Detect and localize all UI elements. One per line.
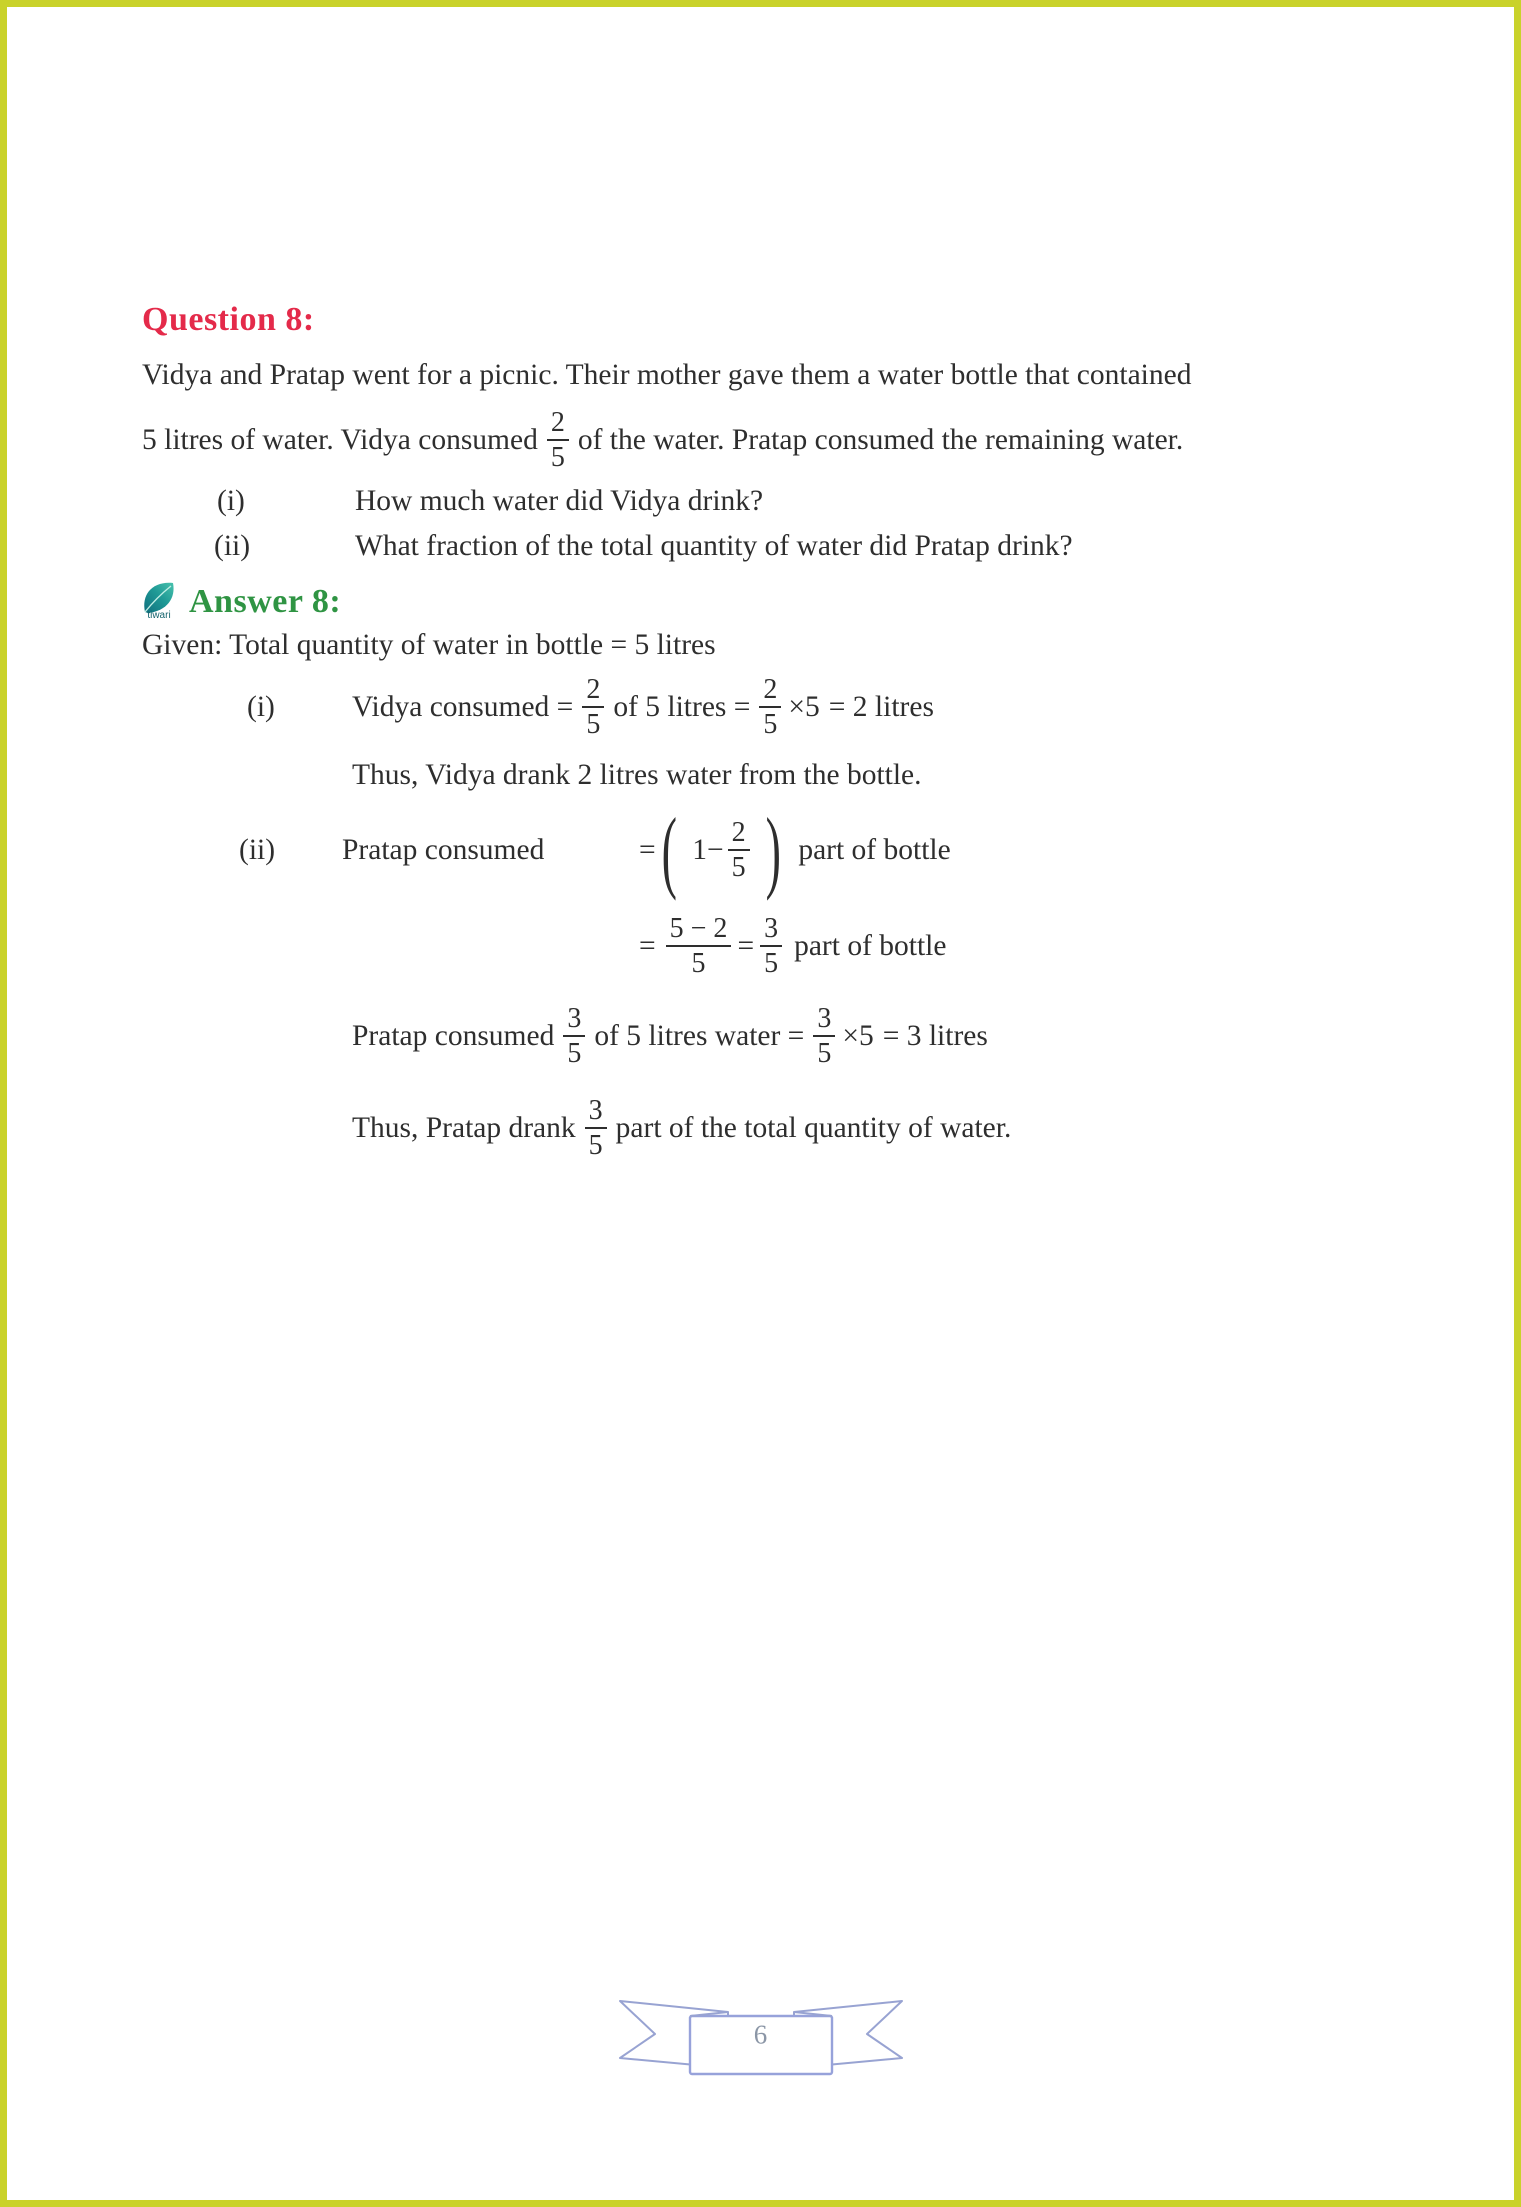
- fraction-denominator: 5: [586, 709, 601, 740]
- fraction-denominator: 5: [567, 1038, 582, 1069]
- fraction-numerator: 2: [547, 407, 569, 441]
- tiwari-academy-leaf-icon: [137, 578, 181, 621]
- fraction-3-5: [760, 913, 782, 980]
- equals-sign: =: [639, 833, 656, 866]
- answer-ii-equation-3: [352, 993, 988, 1079]
- answer-ii-conclusion: [352, 1085, 1011, 1171]
- fraction-3-5: [813, 1003, 835, 1070]
- logo-wordmark: tiwari: [147, 610, 171, 621]
- fraction-numerator: 2: [582, 674, 604, 708]
- answer-heading: Answer 8:: [189, 583, 342, 620]
- fraction-5-minus-2-over-5: [666, 913, 732, 980]
- fraction-numerator: 3: [563, 1003, 585, 1037]
- answer-i-seg2: of 5 litres =: [613, 690, 751, 723]
- fraction-numerator: 3: [813, 1003, 835, 1037]
- question-item-i-marker: (i): [217, 485, 245, 517]
- answer-i-marker: (i): [247, 690, 275, 723]
- fraction-2-5: [547, 407, 569, 474]
- fraction-denominator: 5: [817, 1038, 832, 1069]
- answer-ii-eq3-mid: of 5 litres water =: [594, 1019, 805, 1052]
- equals-sign: =: [737, 929, 755, 962]
- fraction-numerator: 2: [728, 817, 750, 851]
- answer-ii-conclusion-post: part of the total quantity of water.: [615, 1111, 1012, 1144]
- fraction-denominator: 5: [763, 709, 778, 740]
- fraction-numerator: 5 − 2: [666, 913, 732, 947]
- one-minus: 1−: [692, 833, 724, 866]
- answer-ii-marker: (ii): [239, 833, 276, 866]
- answer-ii-equation-1: (ii) Pratap consumed = ( 1− $\frac{2}{5}$ ) part of bottle: [239, 799, 951, 901]
- page-number-ribbon: [616, 1992, 906, 2080]
- answer-i-equation: [247, 663, 934, 751]
- answer-i-conclusion: Thus, Vidya drank 2 litres water from the bottle.: [352, 759, 922, 791]
- answer-ii-eq2-tail: part of bottle: [794, 929, 947, 962]
- answer-ii-label: Pratap consumed: [342, 833, 545, 866]
- given-statement: Given: Total quantity of water in bottle = 5 litres: [142, 629, 716, 661]
- fraction-2-5: [759, 674, 781, 741]
- fraction-2-5: [582, 674, 604, 741]
- fraction-denominator: 5: [691, 948, 706, 979]
- answer-ii-eq1-tail: part of bottle: [798, 833, 951, 866]
- answer-i-seg1: Vidya consumed =: [352, 690, 574, 723]
- fraction-numerator: 3: [760, 913, 782, 947]
- question-text-line1: Vidya and Pratap went for a picnic. Their mother gave them a water bottle that contained: [142, 359, 1192, 391]
- answer-ii-eq3-result: = 3 litres: [882, 1019, 988, 1052]
- answer-ii-equation-2: [639, 899, 946, 993]
- fraction-3-5: [563, 1003, 585, 1070]
- answer-ii-eq3-pre: Pratap consumed: [352, 1019, 555, 1052]
- question-text-line2: [142, 401, 1192, 479]
- question-heading: Question 8:: [142, 301, 315, 338]
- answer-ii-eq3-times: ×5: [842, 1019, 874, 1052]
- fraction-3-5: [585, 1095, 607, 1162]
- question-item-i-text: How much water did Vidya drink?: [355, 485, 764, 517]
- answer-i-result: = 2 litres: [828, 690, 934, 723]
- fraction-denominator: 5: [550, 442, 565, 473]
- fraction-denominator: 5: [588, 1130, 603, 1161]
- equals-sign: =: [639, 929, 656, 962]
- fraction-denominator: 5: [764, 948, 779, 979]
- question-line2-post: of the water. Pratap consumed the remaining water.: [577, 423, 1184, 456]
- fraction-numerator: 2: [759, 674, 781, 708]
- fraction-numerator: 3: [585, 1095, 607, 1129]
- answer-i-times: ×5: [788, 690, 820, 723]
- answer-heading-row: [137, 569, 341, 621]
- fraction-denominator: 5: [731, 852, 746, 883]
- question-item-ii-marker: (ii): [214, 530, 251, 562]
- question-line2-pre: 5 litres of water. Vidya consumed: [142, 423, 538, 456]
- answer-ii-conclusion-pre: Thus, Pratap drank: [352, 1111, 576, 1144]
- page-number: 6: [753, 2019, 768, 2050]
- question-item-ii-text: What fraction of the total quantity of water did Pratap drink?: [355, 530, 1073, 562]
- fraction-2-5: [728, 817, 750, 884]
